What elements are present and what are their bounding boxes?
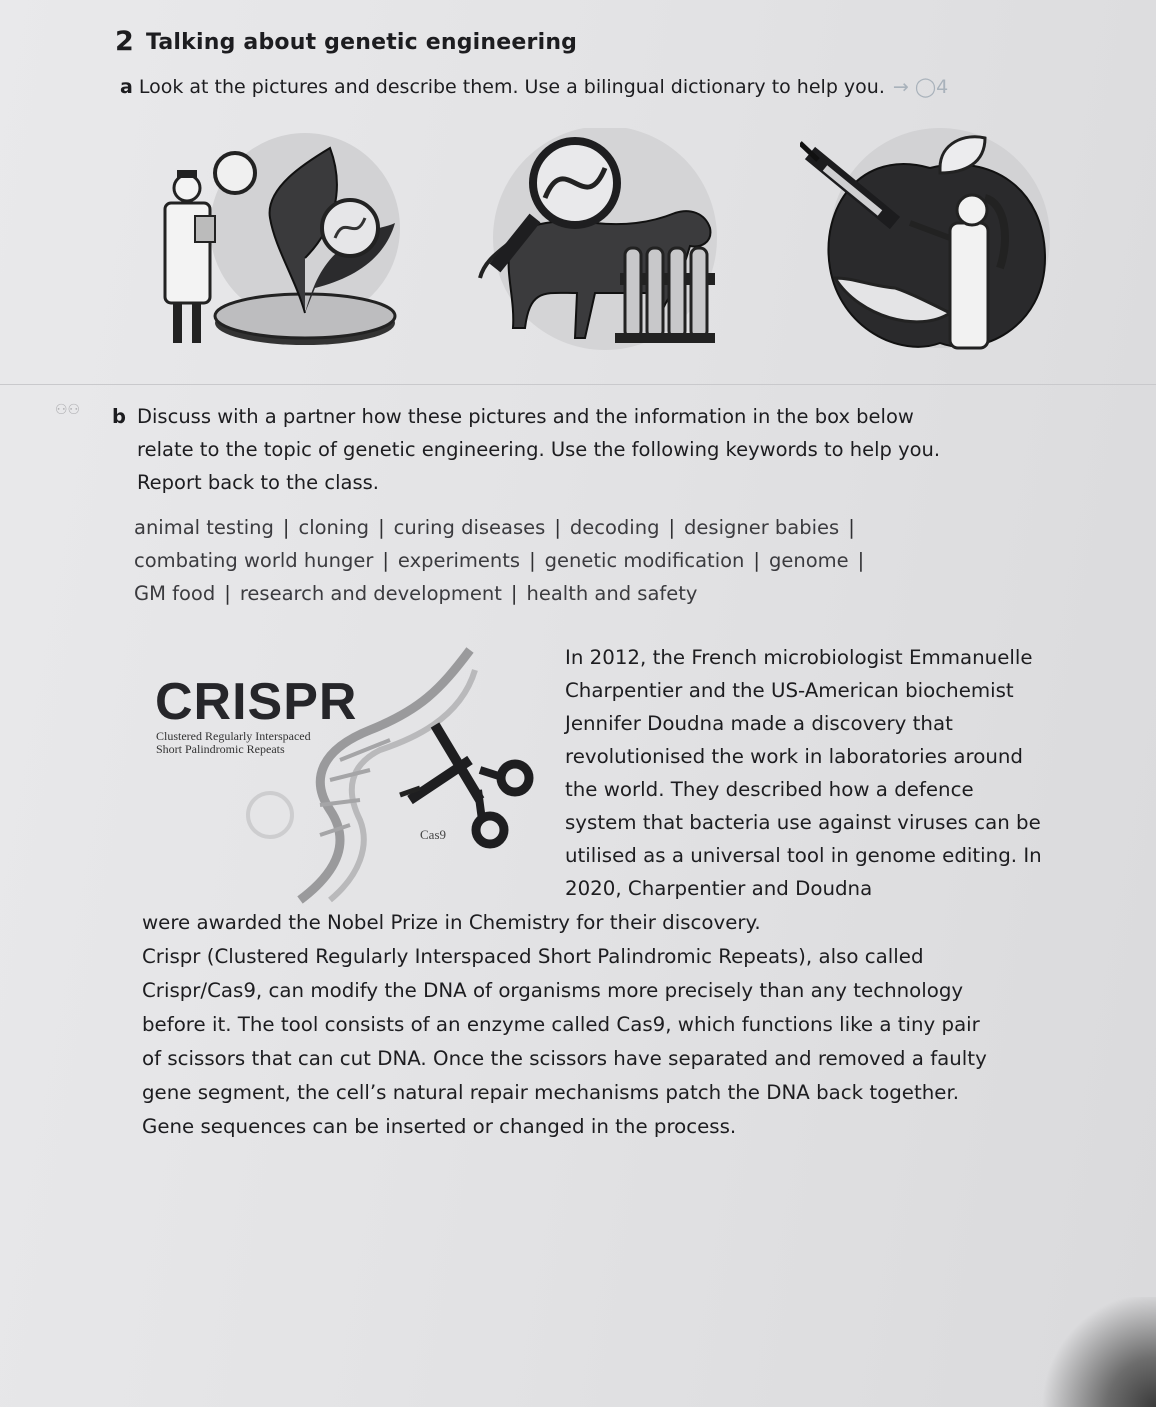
keyword: animal testing [134, 516, 274, 539]
task-a-text: Look at the pictures and describe them. Use a bilingual dictionary to help you. [138, 76, 885, 98]
article-line: revolutionised the work in laboratories around [565, 745, 1023, 768]
article-line: utilised as a universal tool in genome editing. In [565, 844, 1042, 867]
crispr-subtitle-line: Short Palindromic Repeats [156, 742, 285, 756]
article-line: of scissors that can cut DNA. Once the scissors have separated and removed a faulty [142, 1047, 987, 1070]
keyword-line: GM food | research and development | health and safety [134, 582, 698, 605]
keyword: GM food [134, 582, 216, 605]
article-line: Charpentier and the US-American biochemist [565, 679, 1014, 702]
picture-cow-dna [475, 128, 735, 363]
workbook-reference-icon: → ◯4 [892, 76, 949, 98]
keyword: decoding [569, 516, 660, 539]
task-a-letter: a [120, 76, 133, 98]
keyword: experiments [397, 549, 521, 572]
article-full-text [142, 906, 1112, 1144]
keyword-line: animal testing | cloning | curing diseases | decoding | designer babies | [134, 516, 855, 539]
keyword: combating world hunger [134, 549, 374, 572]
article-side-text [565, 641, 1105, 905]
task-b-line: Report back to the class. [137, 471, 379, 494]
article-line: Crispr/Cas9, can modify the DNA of organisms more precisely than any technology [142, 979, 964, 1002]
picture-apple-injection [800, 128, 1050, 363]
keyword: genetic modification [544, 549, 745, 572]
article-line: Crispr (Clustered Regularly Interspaced Short Palindromic Repeats), also called [142, 945, 924, 968]
keyword: genome [769, 549, 849, 572]
keyword: research and development [239, 582, 502, 605]
keyword: curing diseases [393, 516, 546, 539]
article-line: before it. The tool consists of an enzyme called Cas9, which functions like a tiny pair [142, 1013, 980, 1036]
task-b [112, 400, 1072, 499]
keyword-box [134, 511, 1034, 610]
picture-scientist-plant [155, 128, 405, 363]
picture-row [150, 128, 1050, 368]
article-line: In 2012, the French microbiologist Emmanuelle [565, 646, 1033, 669]
keyword-line: combating world hunger | experiments | genetic modification | genome | [134, 549, 865, 572]
task-a [120, 76, 948, 98]
article-line: gene segment, the cell’s natural repair mechanisms patch the DNA back together. [142, 1081, 960, 1104]
task-b-line: Discuss with a partner how these pictures and the information in the box below [137, 405, 914, 428]
crispr-title: CRISPR [155, 673, 358, 731]
article-line: system that bacteria use against viruses can be [565, 811, 1041, 834]
article-line: 2020, Charpentier and Doudna [565, 877, 873, 900]
pair-work-icon: ⚇⚇ [55, 402, 81, 418]
article-line: Gene sequences can be inserted or changed in the process. [142, 1115, 737, 1138]
cas9-label: Cas9 [420, 827, 446, 842]
crispr-subtitle-line: Clustered Regularly Interspaced [156, 729, 311, 743]
keyword: health and safety [526, 582, 698, 605]
exercise-number: 2 [115, 26, 134, 57]
article-line: were awarded the Nobel Prize in Chemistry for their discovery. [142, 911, 761, 934]
article-line: Jennifer Doudna made a discovery that [565, 712, 953, 735]
crispr-subtitle [156, 730, 311, 756]
task-b-text [137, 400, 1072, 499]
task-b-line: relate to the topic of genetic engineering. Use the following keywords to help you. [137, 438, 941, 461]
exercise-title: Talking about genetic engineering [146, 30, 578, 55]
section-divider [0, 384, 1156, 385]
article-line: the world. They described how a defence [565, 778, 974, 801]
keyword: designer babies [684, 516, 840, 539]
photo-shadow [1036, 1297, 1156, 1407]
keyword: cloning [298, 516, 370, 539]
task-b-letter: b [112, 405, 126, 428]
crispr-graphic [120, 630, 560, 910]
